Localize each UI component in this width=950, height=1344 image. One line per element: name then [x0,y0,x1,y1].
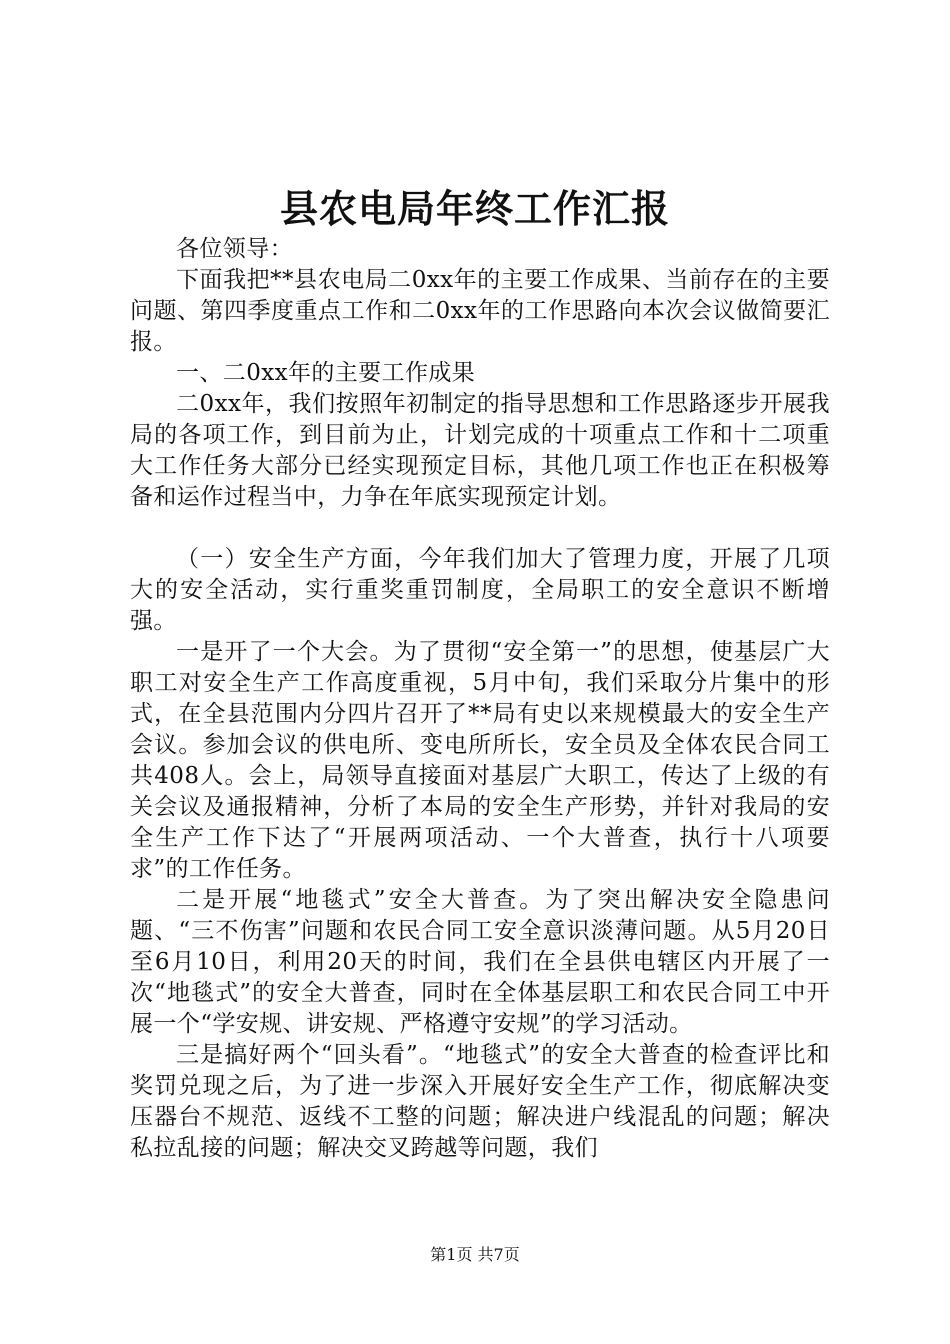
paragraph-item-1: 一是开了一个大会。为了贯彻“安全第一”的思想，使基层广大职工对安全生产工作高度重视，5月中旬，我们采取分片集中的形式，在全县范围内分四片召开了**局有史以来规模最大的安全生产会议。参加会议的供电所、变电所所长，安全员及全体农民合同工共408人。会上，局领导直接面对基层广大职工，传达了上级的有关会议及通报精神，分析了本局的安全生产形势，并针对我局的安全生产工作下达了“开展两项活动、一个大普查，执行十八项要求”的工作任务。 [130,639,830,882]
document-title: 县农电局年终工作汇报 [279,186,670,231]
paragraph-safety: （一）安全生产方面，今年我们加大了管理力度，开展了几项大的安全活动，实行重奖重罚制度，全局职工的安全意识不断增强。 [130,546,830,634]
paragraph-item-2: 二是开展“地毯式”安全大普查。为了突出解决安全隐患问题、“三不伤害”问题和农民合同工安全意识淡薄问题。从5月20日至6月10日，利用20天的时间，我们在全县供电辖区内开展了一次“地毯式”的安全大普查，同时在全体基层职工和农民合同工中开展一个“学安规、讲安规、严格遵守安规”的学习活动。 [130,887,830,1037]
page-footer: 第1页 共7页 [430,1245,520,1264]
paragraph-item-3: 三是搞好两个“回头看”。“地毯式”的安全大普查的检查评比和奖罚兑现之后，为了进一步深入开展好安全生产工作，彻底解决变压器台不规范、返线不工整的问题；解决进户线混乱的问题；解决私拉乱接的问题；解决交叉跨越等问题，我们 [130,1042,830,1161]
salutation: 各位领导： [176,236,293,262]
paragraph-intro: 下面我把**县农电局二0xx年的主要工作成果、当前存在的主要问题、第四季度重点工作和二0xx年的工作思路向本次会议做简要汇报。 [130,267,830,355]
document-body [130,234,830,1164]
section-heading: 一、二0xx年的主要工作成果 [176,360,476,386]
paragraph-summary: 二0xx年，我们按照年初制定的指导思想和工作思路逐步开展我局的各项工作，到目前为止，计划完成的十项重点工作和十二项重大工作任务大部分已经实现预定目标，其他几项工作也正在积极筹备和运作过程当中，力争在年底实现预定计划。 [130,391,830,510]
